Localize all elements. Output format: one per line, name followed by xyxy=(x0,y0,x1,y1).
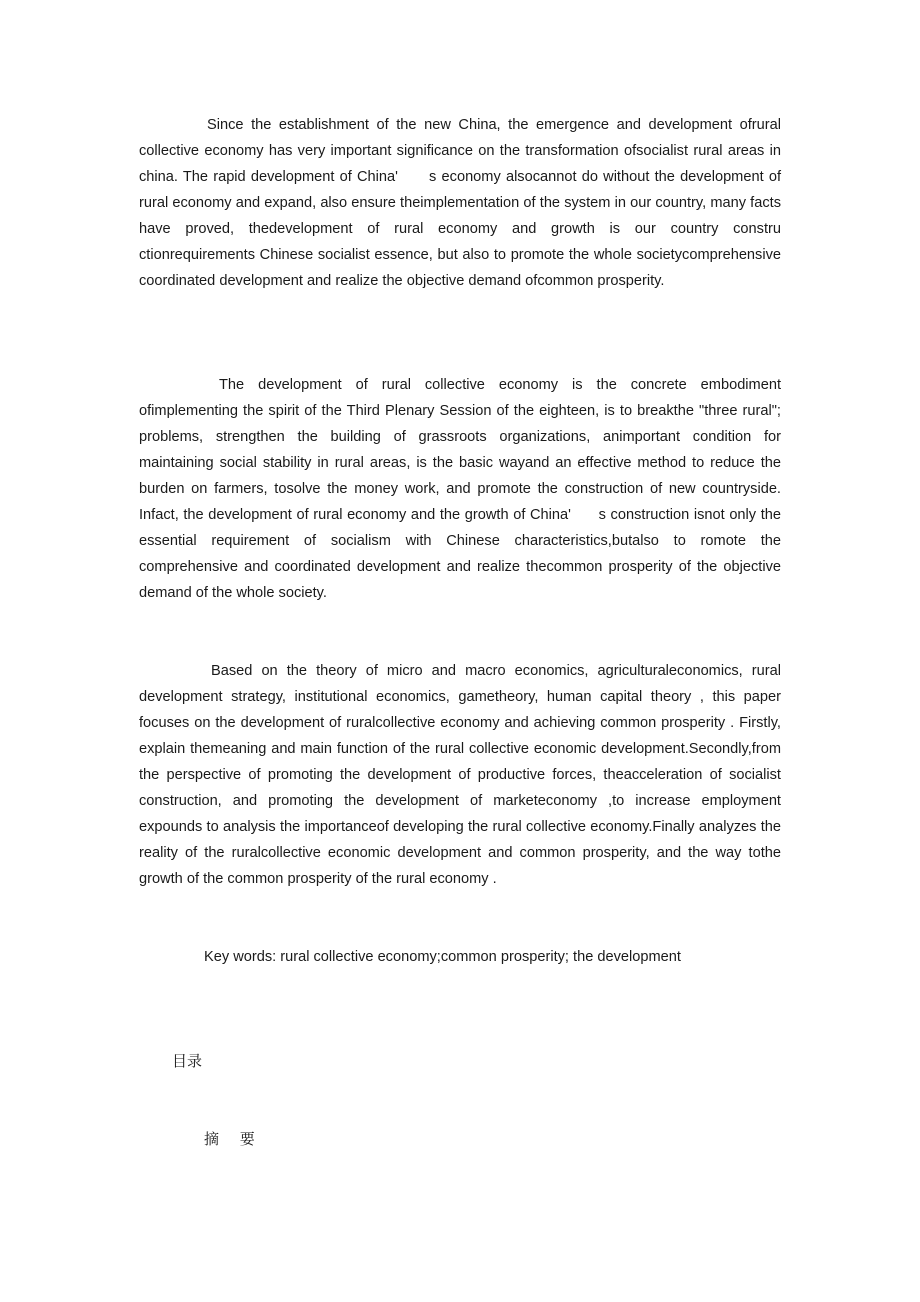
toc-title: 目录 xyxy=(172,1052,203,1070)
abstract-paragraph-1: Since the establishment of the new China, the emergence and development ofrural collective economy has very important significance on the transformation ofsocialist rural areas in china. The rapid development of China' s economy alsocannot do without the development of rural economy and expand, also ensure theimplementation of the system in our country, many facts have proved, thedevelopment of rural economy and growth is our country constru ctionrequirements Chinese socialist essence, but also to promote the whole societycomprehensive coordinated development and realize the objective demand ofcommon prosperity. xyxy=(139,117,781,289)
toc-item-abstract: 摘 要 xyxy=(204,1130,263,1148)
abstract-paragraph-2: The development of rural collective economy is the concrete embodiment ofimplementing the spirit of the Third Plenary Session of the eighteen, is to breakthe "three rural"; problems, strengthen the building of grassroots organizations, animportant condition for maintaining social stability in rural areas, is the basic wayand an effective method to reduce the burden on farmers, tosolve the money work, and promote the construction of new countryside. Infact, the development of rural economy and the growth of China' s construction isnot only the essential requirement of socialism with Chinese characteristics,butalso to romote the comprehensive and coordinated development and realize thecommon prosperity of the objective demand of the whole society. xyxy=(139,377,781,601)
keywords-line: Key words: rural collective economy;common prosperity; the development xyxy=(204,949,681,965)
abstract-paragraph-3: Based on the theory of micro and macro economics, agriculturaleconomics, rural development strategy, institutional economics, gametheory, human capital theory , this paper focuses on the development of ruralcollective economy and achieving common prosperity . Firstly, explain themeaning and main function of the rural collective economic development.Secondly,from the perspective of promoting the development of productive forces, theacceleration of socialist construction, and promoting the development of marketeconomy ,to increase employment expounds to analysis the importanceof developing the rural collective economy.Finally analyzes the reality of the ruralcollective economic development and common prosperity, and the way tothe growth of the common prosperity of the rural economy . xyxy=(139,663,781,887)
